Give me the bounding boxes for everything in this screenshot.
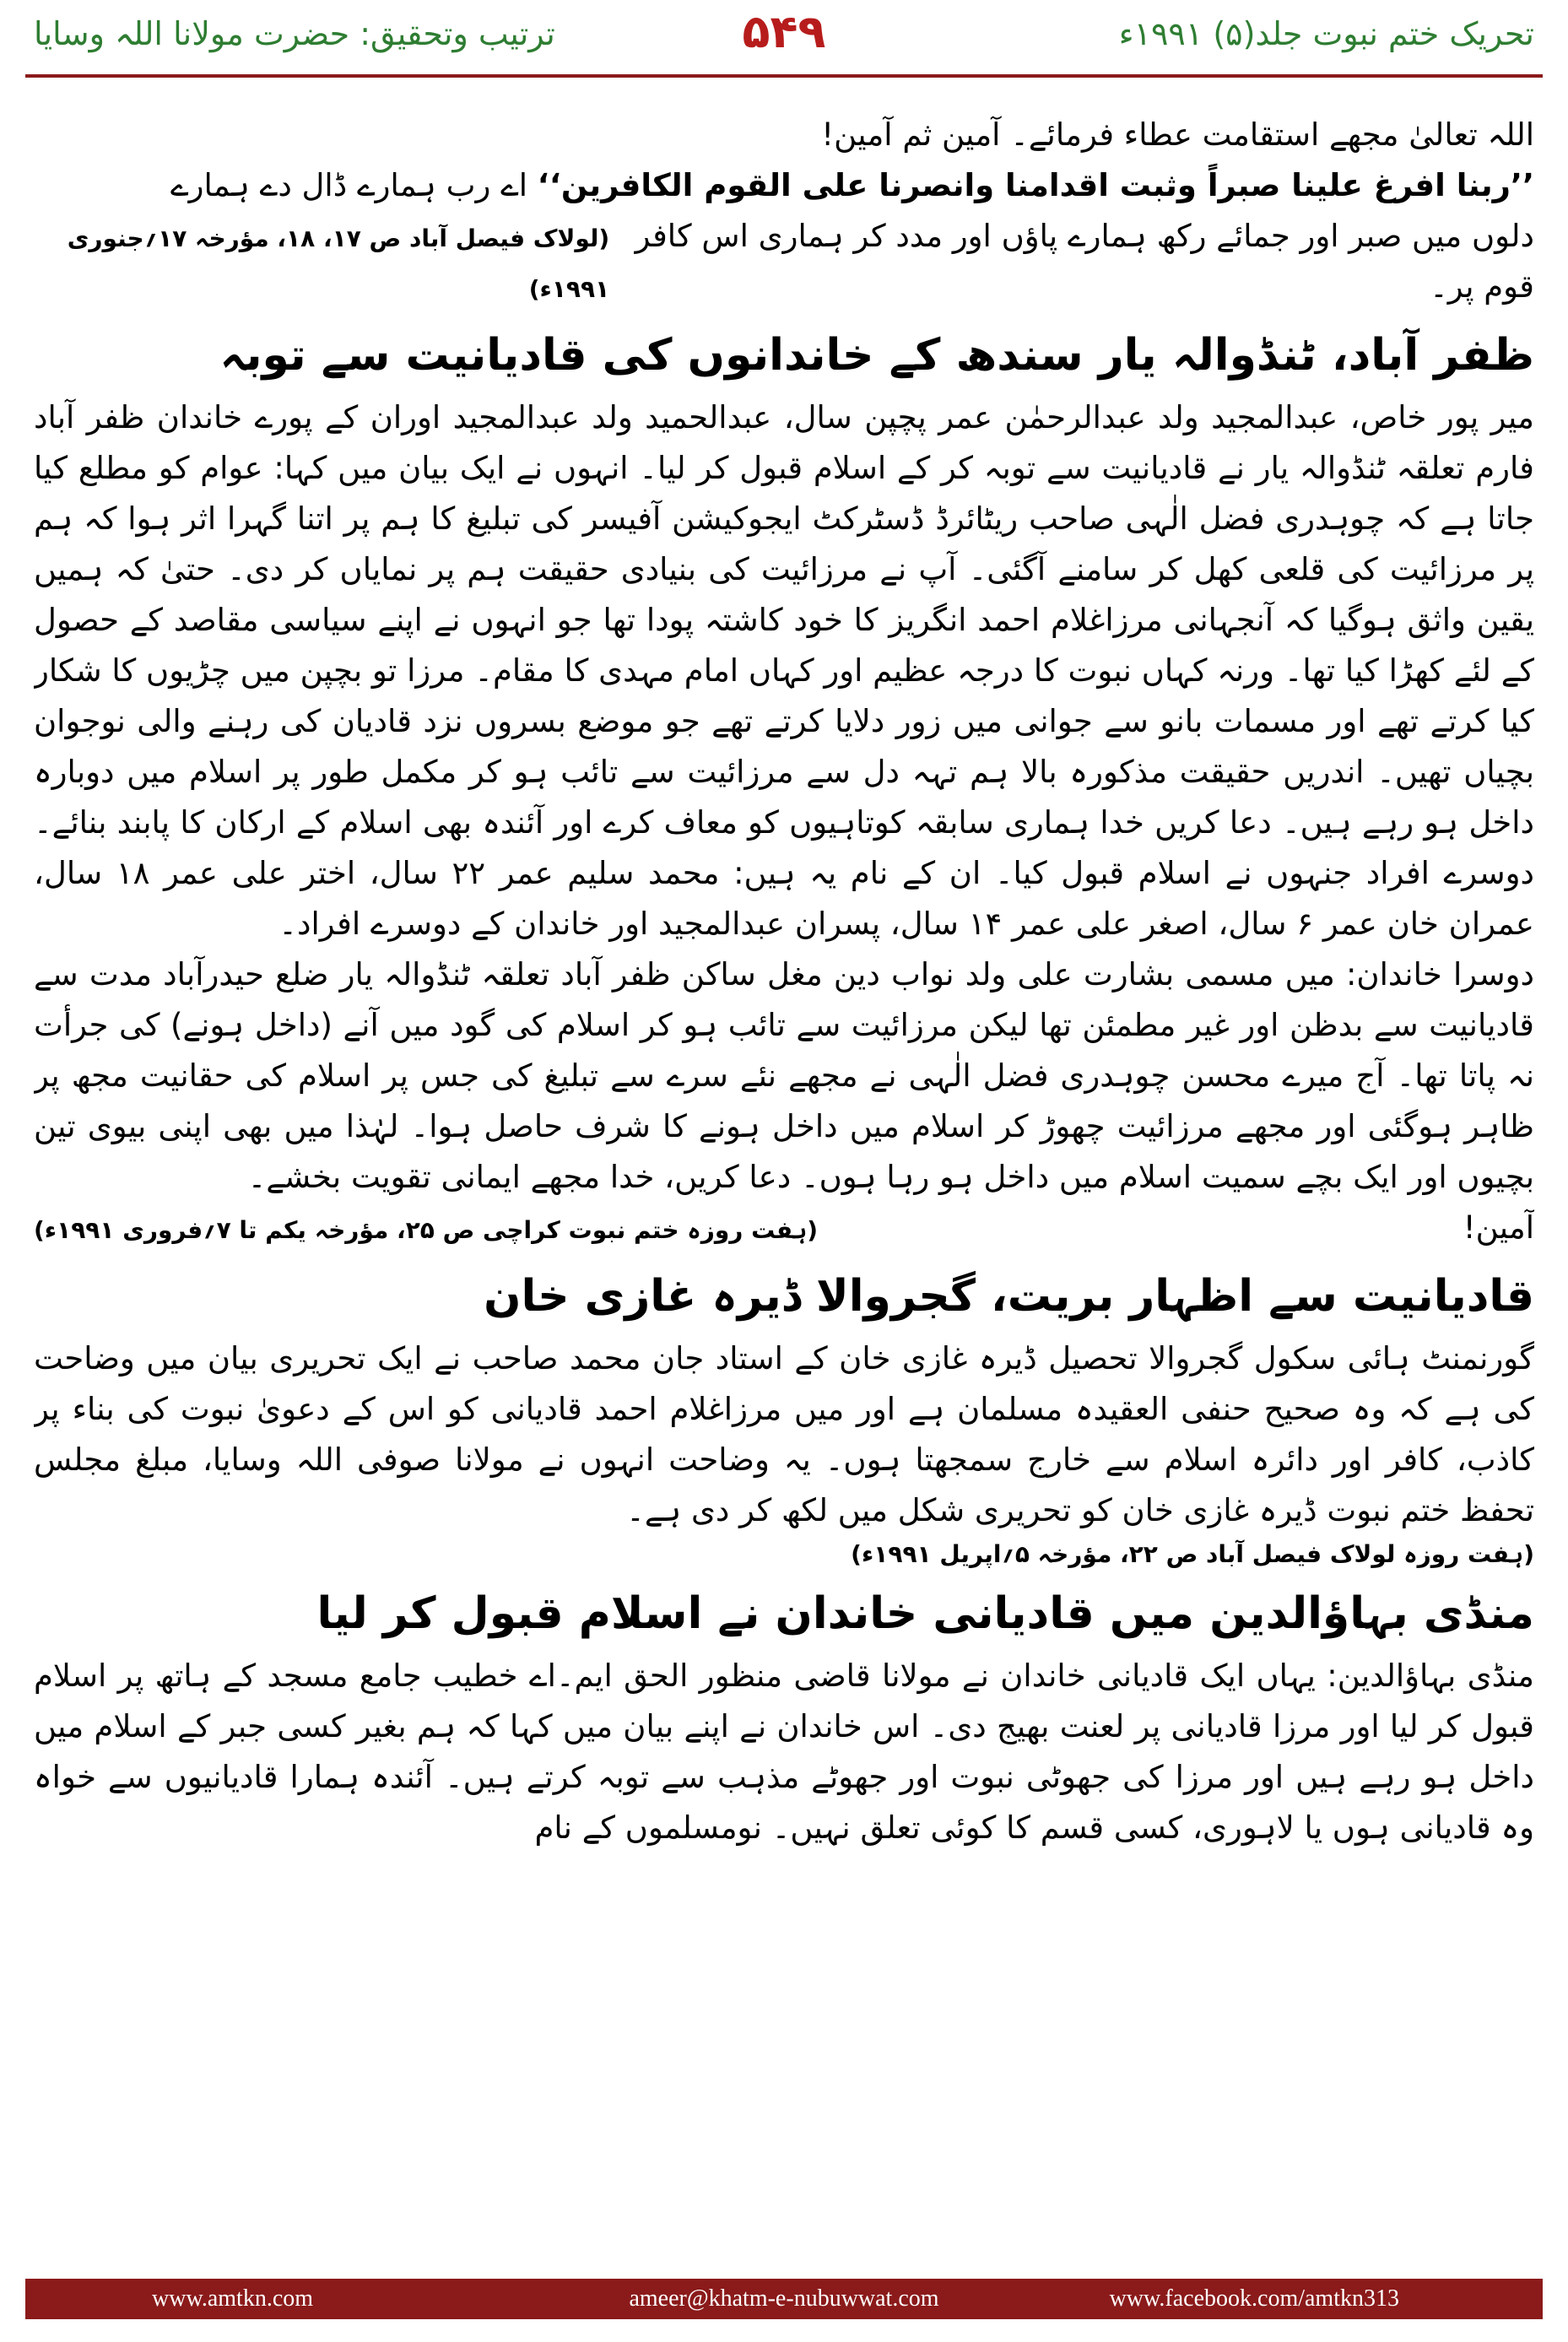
book-title: تحریک ختم نبوت جلد(۵) ۱۹۹۱ء bbox=[1118, 15, 1534, 52]
intro-line: اللہ تعالیٰ مجھے استقامت عطاء فرمائے۔ آمین ثم آمین! bbox=[821, 116, 1534, 153]
section3-heading: منڈی بہاؤالدین میں قادیانی خاندان نے اسلام قبول کر لیا bbox=[316, 1588, 1534, 1639]
header-divider bbox=[25, 74, 1543, 78]
section1-source-row bbox=[34, 1203, 1534, 1256]
page-header bbox=[0, 0, 1568, 80]
section1-source: (ہفت روزہ ختم نبوت کراچی ص ۲۵، مؤرخہ یکم تا ۷؍فروری ۱۹۹۱ء) bbox=[34, 1216, 819, 1244]
section1-heading: ظفر آباد، ٹنڈوالہ یار سندھ کے خاندانوں کی قادیانیت سے توبہ bbox=[219, 330, 1534, 381]
prayer-line bbox=[34, 160, 1534, 211]
page-number: ۵۴۹ bbox=[742, 5, 826, 58]
prayer-quote: ’’ربنا افرغ علینا صبراً وثبت اقدامنا وانصرنا علی القوم الکافرین‘‘ bbox=[537, 167, 1534, 203]
section1-paragraph1: میر پور خاص، عبدالمجید ولد عبدالرحمٰن عمر پچپن سال، عبدالحمید ولد عبدالمجید اوران کے پورے خاندان ظفر آباد فارم تعلقہ ٹنڈوالہ یار نے قادیانیت سے توبہ کر کے اسلام قبول کر لیا۔ انہوں نے ایک بیان میں کہا: عوام کو مطلع کیا جاتا ہے کہ چوہدری فضل الٰہی صاحب ریٹائرڈ ڈسٹرکٹ ایجوکیشن آفیسر کی تبلیغ کا ہم پر اتنا گہرا اثر ہوا کہ ہم پر مرزائیت کی قلعی کھل کر سامنے آگئی۔ آپ نے مرزائیت کی بنیادی حقیقت ہم پر نمایاں کر دی۔ حتیٰ کہ ہمیں یقین واثق ہوگیا کہ آنجہانی مرزاغلام احمد انگریز کا خود کاشتہ پودا تھا جو انہوں نے اپنے سیاسی مقاصد کے حصول کے لئے کھڑا کیا تھا۔ ورنہ کہاں نبوت کا درجہ عظیم اور کہاں امام مہدی کا مقام۔ مرزا تو بچپن میں چڑیوں کا شکار کیا کرتے تھے اور مسمات بانو سے جوانی میں زور دلایا کرتے تھے جو موضع بسروں نزد قادیان کی رہنے والی نوجوان بچیاں تھیں۔ اندریں حقیقت مذکورہ بالا ہم تہہ دل سے مرزائیت سے تائب ہو کر مکمل طور پر اسلام میں دوبارہ داخل ہو رہے ہیں۔ دعا کریں خدا ہماری سابقہ کوتاہیوں کو معاف کرے اور آئندہ بھی اسلام کے ارکان کا پابند بنائے۔ دوسرے افراد جنہوں نے اسلام قبول کیا۔ ان کے نام یہ ہیں: محمد سلیم عمر ۲۲ سال، اختر علی عمر ۱۸ سال، عمران خان عمر ۶ سال، اصغر علی عمر ۱۴ سال، پسران عبدالمجید اور خاندان کے دوسرے افراد۔ bbox=[34, 399, 1534, 942]
footer-email[interactable]: ameer@khatm-e-nubuwwat.com bbox=[629, 2285, 939, 2312]
footer-facebook[interactable]: www.facebook.com/amtkn313 bbox=[1109, 2285, 1399, 2312]
page-footer bbox=[25, 2279, 1543, 2319]
section2-source: (ہفت روزہ لولاک فیصل آباد ص ۲۲، مؤرخہ ۵؍اپریل ۱۹۹۱ء) bbox=[851, 1540, 1534, 1568]
intro-source: (لولاک فیصل آباد ص ۱۷، ۱۸، مؤرخہ ۱۷؍جنوری ۱۹۹۱ء) bbox=[67, 224, 610, 303]
compiler-credit: ترتیب وتحقیق: حضرت مولانا اللہ وسایا bbox=[34, 15, 555, 52]
section3-paragraph: منڈی بہاؤالدین: یہاں ایک قادیانی خاندان نے مولانا قاضی منظور الحق ایم۔اے خطیب جامع مسجد کے ہاتھ پر اسلام قبول کر لیا اور مرزا قادیانی پر لعنت بھیج دی۔ اس خاندان نے اپنے بیان میں کہا کہ ہم بغیر کسی جبر کے اسلام میں داخل ہو رہے ہیں اور مرزا کی جھوٹی نبوت اور جھوٹے مذہب سے توبہ کرتے ہیں۔ آئندہ ہمارا قادیانیوں سے خواہ وہ قادیانی ہوں یا لاہوری، کسی قسم کا کوئی تعلق نہیں۔ نومسلموں کے نام bbox=[34, 1658, 1534, 1846]
prayer-row bbox=[34, 211, 1534, 315]
section1-paragraph2: دوسرا خاندان: میں مسمی بشارت علی ولد نواب دین مغل ساکن ظفر آباد تعلقہ ٹنڈوالہ یار ضلع حیدرآباد مدت سے قادیانیت سے بدظن اور غیر مطمئن تھا لیکن مرزائیت سے تائب ہو کر اسلام کی گود میں آنے (داخل ہونے) کی جرأت نہ پاتا تھا۔ آج میرے محسن چوہدری فضل الٰہی نے مجھے نئے سرے سے تبلیغ کی جس پر اسلام کی حقانیت مجھ پر ظاہر ہوگئی اور مجھے مرزائیت چھوڑ کر اسلام میں داخل ہونے کا شرف حاصل ہوا۔ لہٰذا میں بھی اپنی بیوی تین بچیوں اور ایک بچے سمیت اسلام میں داخل ہو رہا ہوں۔ دعا کریں، خدا مجھے ایمانی تقویت بخشے۔ bbox=[34, 956, 1534, 1195]
prayer-translation-b: دلوں میں صبر اور جمائے رکھ ہمارے پاؤں اور مدد کر ہماری اس کافر قوم پر۔ bbox=[635, 218, 1534, 305]
page-content bbox=[34, 110, 1534, 2237]
footer-website[interactable]: www.amtkn.com bbox=[152, 2285, 314, 2312]
section2-heading: قادیانیت سے اظہار بریت، گجروالا ڈیرہ غازی خان bbox=[484, 1271, 1534, 1322]
prayer-translation-a: اے رب ہمارے ڈال دے ہمارے bbox=[170, 167, 528, 203]
section1-amen: آمین! bbox=[1463, 1209, 1534, 1246]
section2-paragraph: گورنمنٹ ہائی سکول گجروالا تحصیل ڈیرہ غازی خان کے استاد جان محمد صاحب نے ایک تحریری بیان میں وضاحت کی ہے کہ وہ صحیح حنفی العقیدہ مسلمان ہے اور میں مرزاغلام احمد قادیانی کو اس کے دعویٰ نبوت کی بناء پر کاذب، کافر اور دائرہ اسلام سے خارج سمجھتا ہوں۔ یہ وضاحت انہوں نے مولانا صوفی اللہ وسایا، مبلغ مجلس تحفظ ختم نبوت ڈیرہ غازی خان کو تحریری شکل میں لکھ کر دی ہے۔ bbox=[34, 1340, 1534, 1528]
